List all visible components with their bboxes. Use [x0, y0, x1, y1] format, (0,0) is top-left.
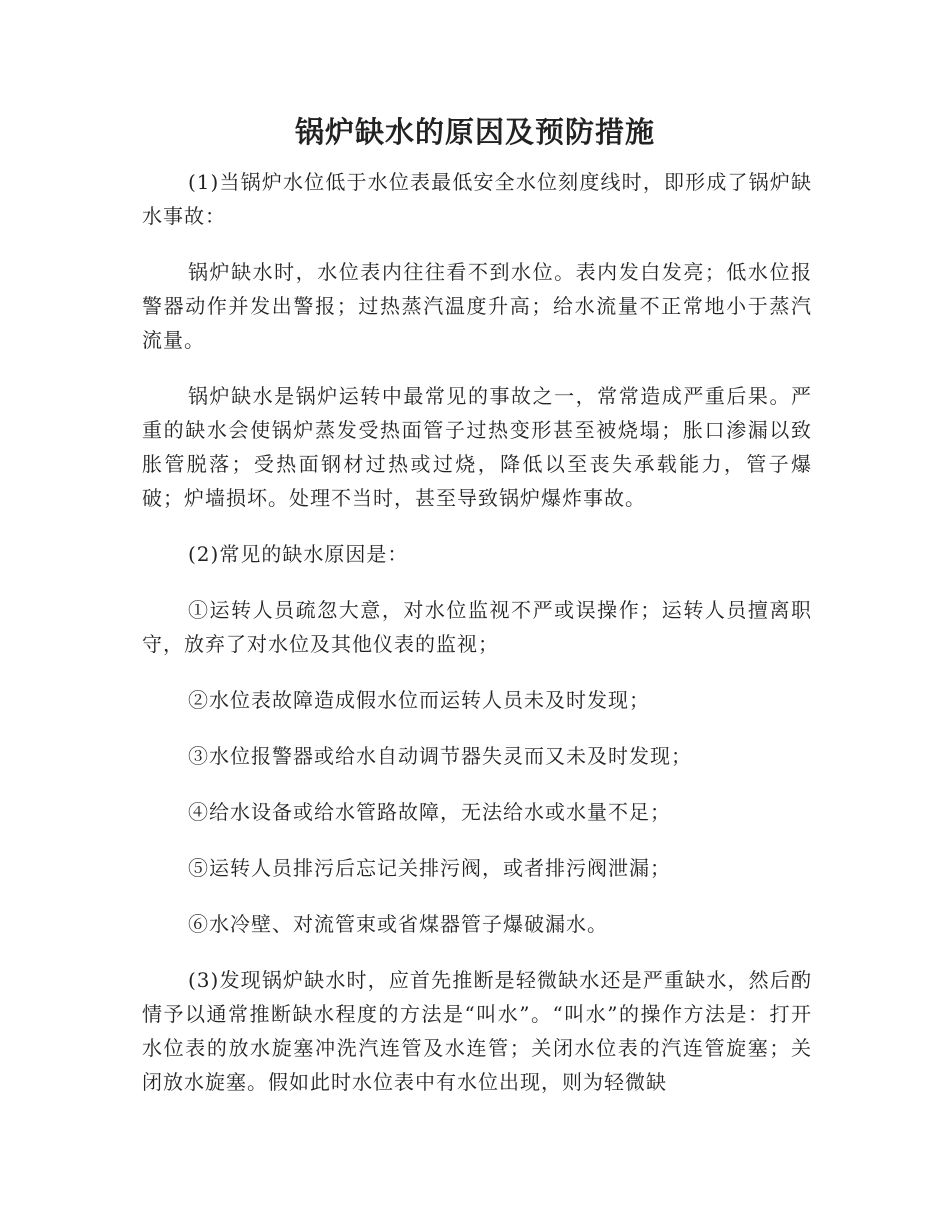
paragraph-2: 锅炉缺水时，水位表内往往看不到水位。表内发白发亮；低水位报警器动作并发出警报；过热蒸汽温度升高；给水流量不正常地小于蒸汽流量。	[142, 260, 812, 352]
paragraph-7: ③水位报警器或给水自动调节器失灵而又未及时发现；	[188, 744, 692, 768]
paragraph-1: (1)当锅炉水位低于水位表最低安全水位刻度线时，即形成了锅炉缺水事故：	[142, 170, 812, 228]
paragraph-5: ①运转人员疏忽大意，对水位监视不严或误操作；运转人员擅离职守，放弃了对水位及其他仪表的监视；	[142, 598, 812, 656]
document-title: 锅炉缺水的原因及预防措施	[294, 115, 655, 149]
paragraph-4: (2)常见的缺水原因是：	[188, 542, 409, 566]
document-body	[142, 165, 812, 1121]
paragraph-11: (3)发现锅炉缺水时，应首先推断是轻微缺水还是严重缺水，然后酌情予以通常推断缺水程度的方法是“叫水”。“叫水”的操作方法是：打开水位表的放水旋塞冲洗汽连管及水连管；关闭水位表的汽连管旋塞；关闭放水旋塞。假如此时水位表中有水位出现，则为轻微缺	[142, 968, 812, 1094]
paragraph-8: ④给水设备或给水管路故障，无法给水或水量不足；	[188, 800, 671, 824]
paragraph-3: 锅炉缺水是锅炉运转中最常见的事故之一，常常造成严重后果。严重的缺水会使锅炉蒸发受热面管子过热变形甚至被烧塌；胀口渗漏以致胀管脱落；受热面钢材过热或过烧，降低以至丧失承载能力，管子爆破；炉墙损坏。处理不当时，甚至导致锅炉爆炸事故。	[142, 384, 812, 510]
paragraph-10: ⑥水冷壁、对流管束或省煤器管子爆破漏水。	[188, 912, 608, 936]
paragraph-9: ⑤运转人员排污后忘记关排污阀，或者排污阀泄漏；	[188, 856, 671, 880]
paragraph-6: ②水位表故障造成假水位而运转人员未及时发现；	[188, 688, 650, 712]
